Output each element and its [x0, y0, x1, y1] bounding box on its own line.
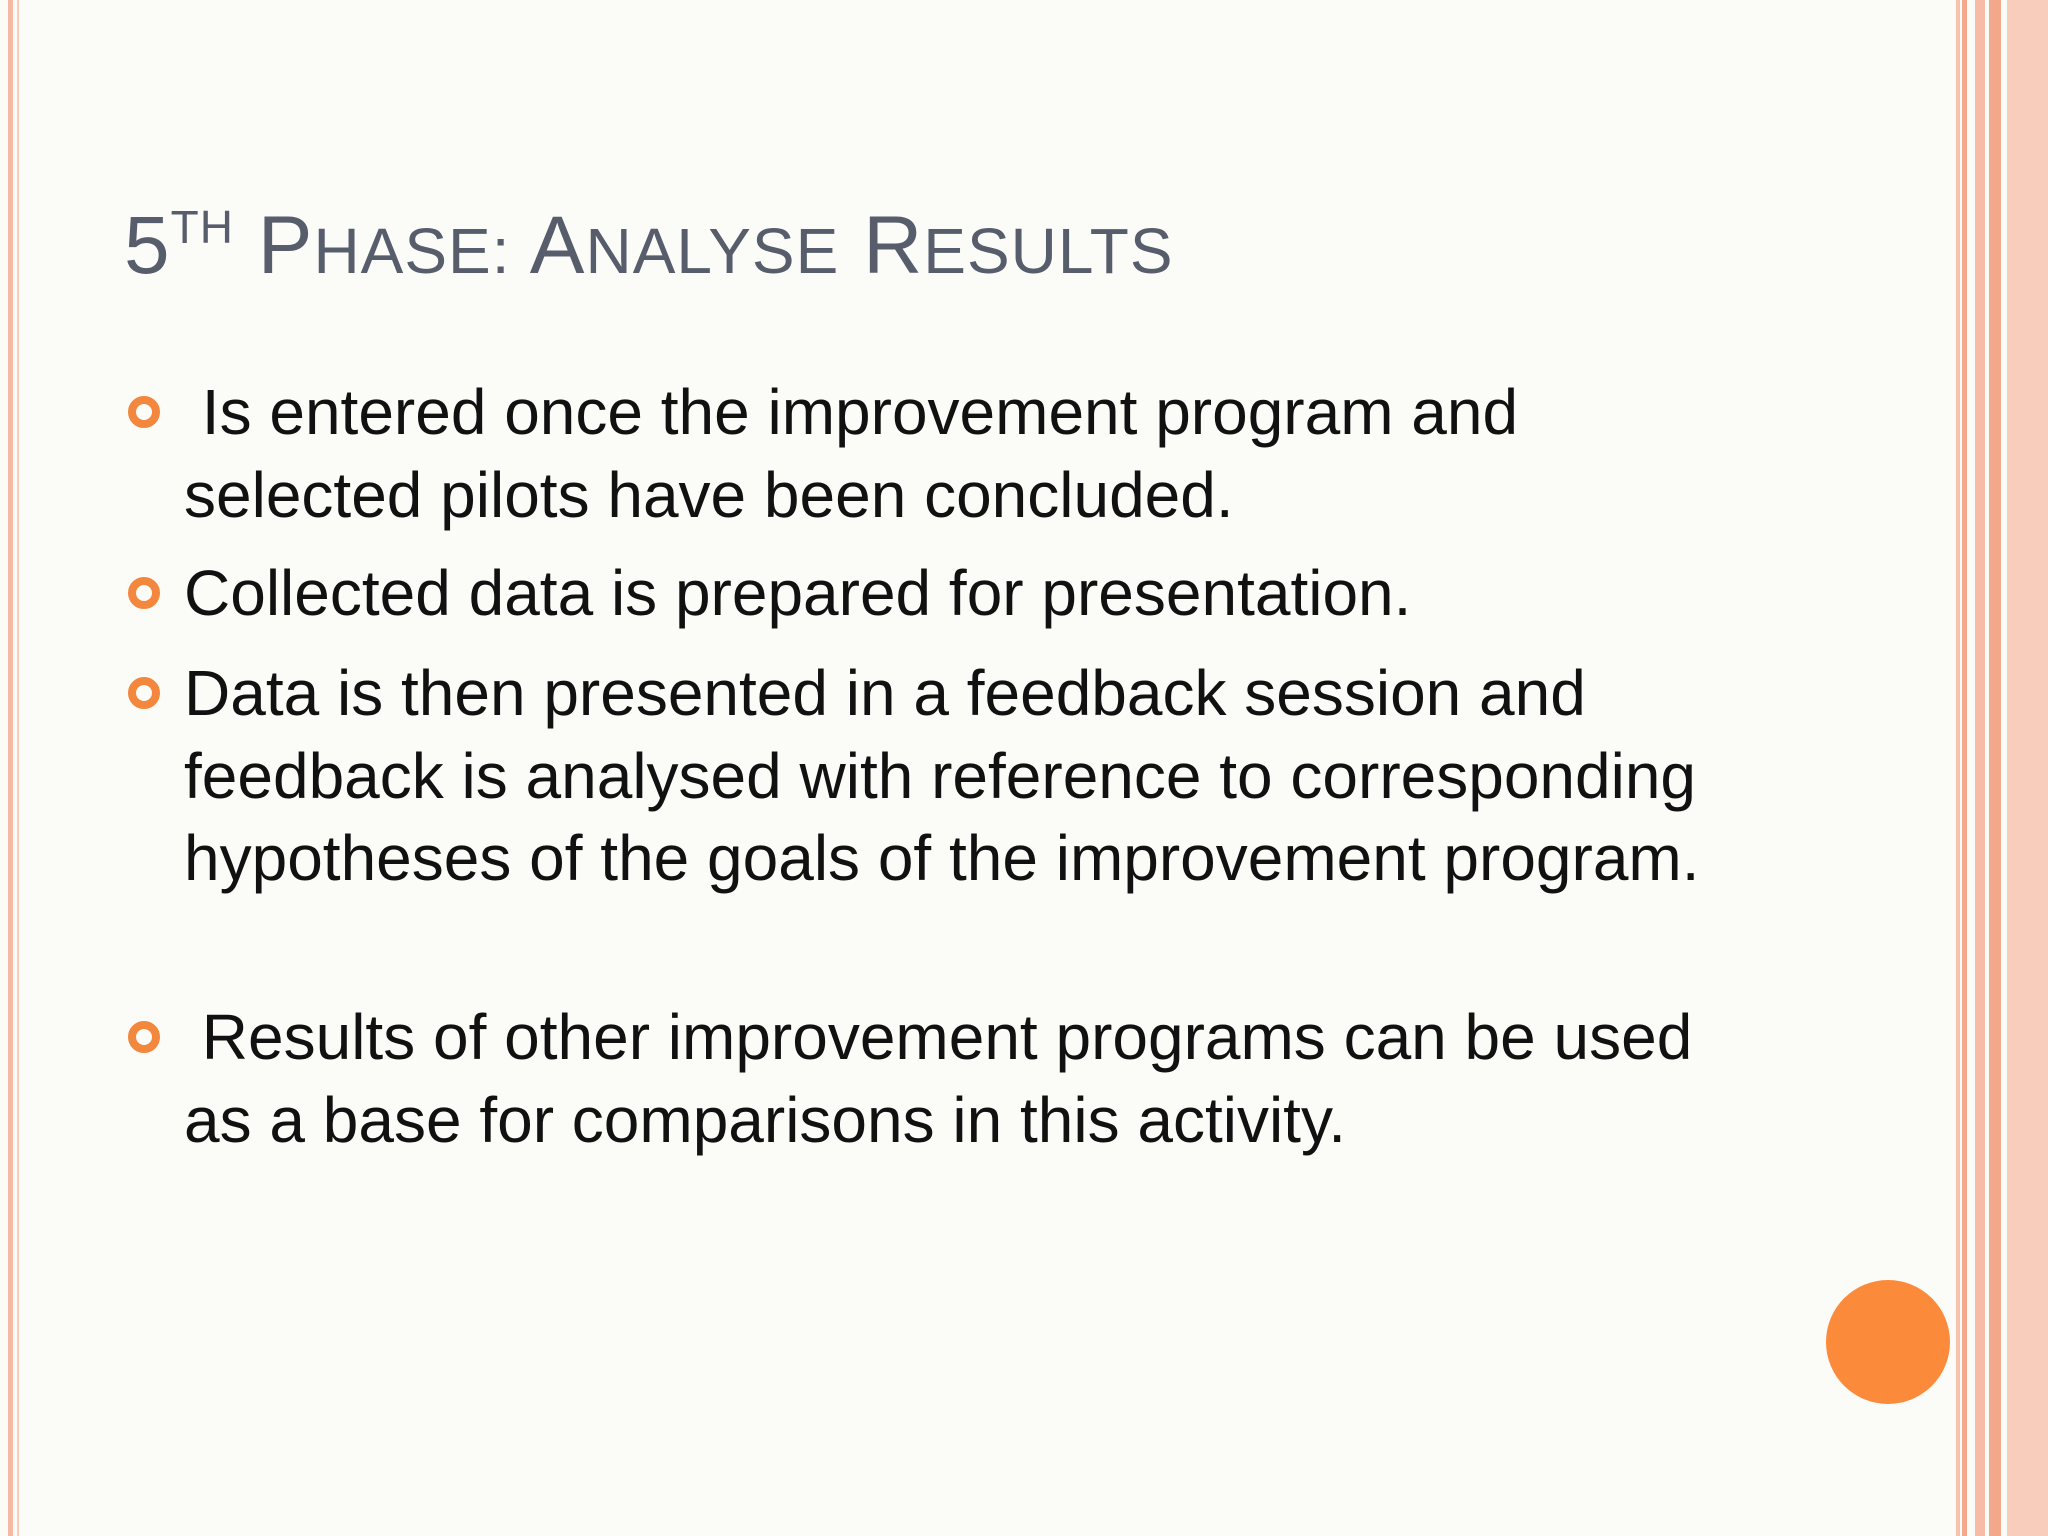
title-word-rest: ESULTS: [923, 215, 1174, 287]
bullet-icon: [128, 1021, 160, 1053]
title-word-initial: R: [863, 200, 924, 291]
bullet-item: [184, 652, 1744, 900]
right-border-stripe: [2007, 0, 2048, 1536]
title-word-initial: P: [257, 200, 314, 291]
slide-title: [124, 200, 1174, 291]
right-border-stripe: [1975, 0, 1985, 1536]
right-border-stripe: [1956, 0, 1960, 1536]
right-border-stripe: [1989, 0, 2001, 1536]
title-word-initial: A: [529, 200, 586, 291]
left-border-stripe: [8, 0, 13, 1536]
title-number: 5: [124, 200, 171, 291]
title-word-rest: NALYSE: [585, 215, 840, 287]
bullet-icon: [128, 577, 160, 609]
right-border-stripe: [1962, 0, 1967, 1536]
bullet-text: Results of other improvement programs can be used as a base for comparisons in this activity.: [184, 1001, 1711, 1156]
bullet-text: Collected data is prepared for presentation.: [184, 557, 1412, 629]
bullet-icon: [128, 677, 160, 709]
bullet-text: Data is then presented in a feedback session and feedback is analysed with reference to corresponding hypotheses of the goals of the improvement program.: [184, 657, 1700, 894]
title-word-rest: HASE:: [313, 215, 511, 287]
bullet-item: [184, 371, 1744, 536]
bullet-icon: [128, 396, 160, 428]
title-superscript: TH: [170, 201, 234, 253]
left-border-stripe-thin: [17, 0, 19, 1536]
bullet-item: [184, 996, 1744, 1161]
orange-circle-decoration: [1826, 1280, 1950, 1404]
bullet-text: Is entered once the improvement program and selected pilots have been concluded.: [184, 376, 1536, 531]
bullet-item: [184, 552, 1744, 635]
